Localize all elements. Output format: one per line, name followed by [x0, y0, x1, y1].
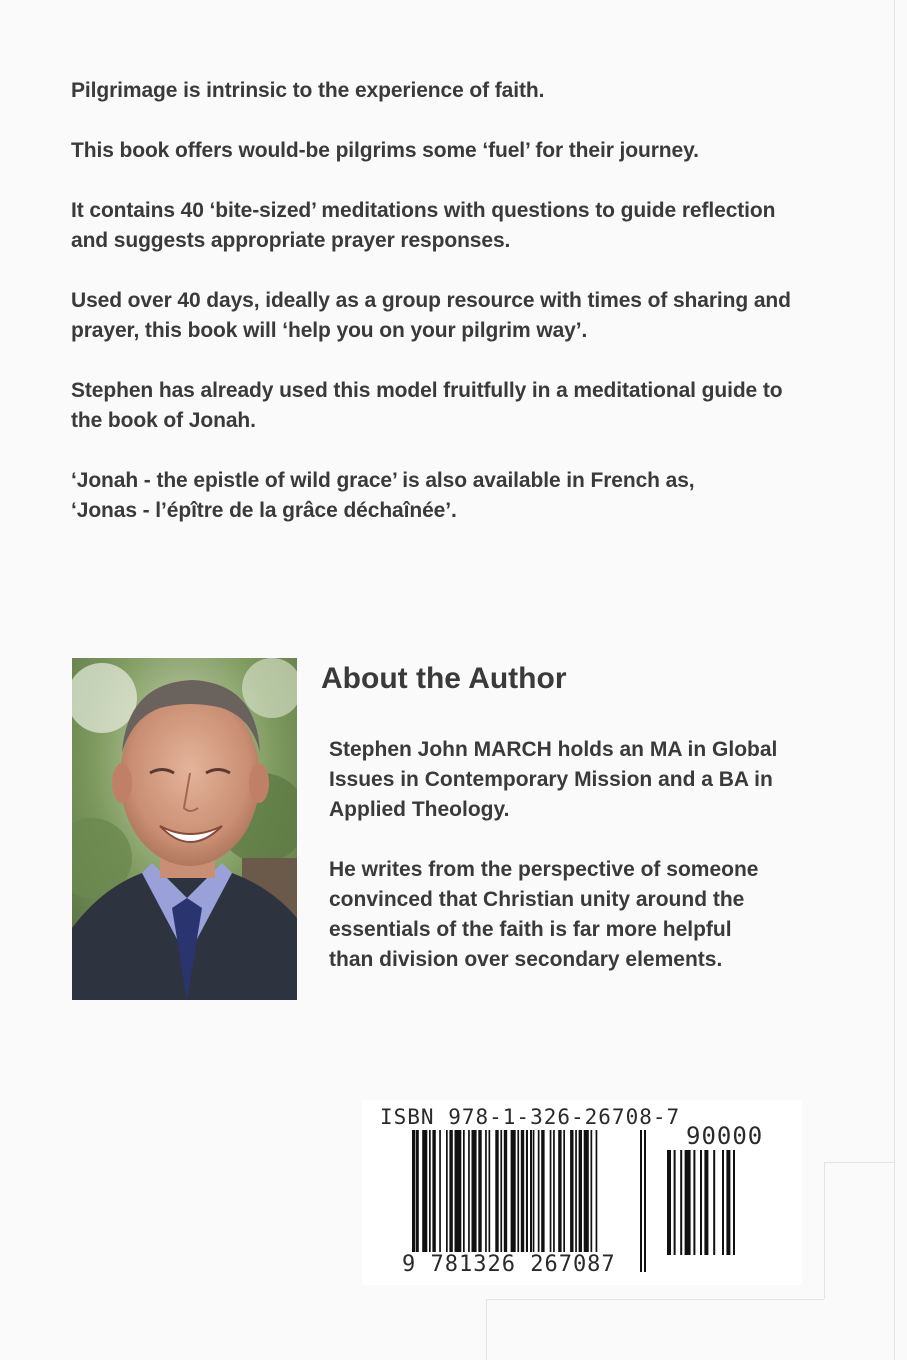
blurb-paragraph-6 [71, 466, 811, 526]
about-author-text [329, 735, 799, 1005]
text-line: the book of Jonah. [71, 409, 256, 432]
blurb-paragraph-1 [71, 76, 811, 106]
price-addon-code: 90000 [686, 1122, 764, 1150]
back-cover-blurb [71, 76, 811, 556]
isbn-barcode [362, 1100, 802, 1285]
trim-line [824, 1162, 894, 1163]
text-line: and suggests appropriate prayer responses. [71, 229, 511, 252]
about-paragraph-2 [329, 855, 799, 975]
blurb-paragraph-3 [71, 196, 811, 256]
ean-digits: 9 781326 267087 [402, 1252, 616, 1277]
text-line: Stephen has already used this model fruitfully in a meditational guide to [71, 379, 783, 402]
trim-line [824, 1162, 825, 1299]
text-line: Issues in Contemporary Mission and a BA in [329, 768, 773, 791]
text-line: Stephen John MARCH holds an MA in Global [329, 738, 778, 761]
text-line: Used over 40 days, ideally as a group resource with times of sharing and [71, 289, 791, 312]
isbn-number: ISBN 978-1-326-26708-7 [380, 1105, 681, 1129]
trim-line [486, 1299, 824, 1300]
text-line: prayer, this book will ‘help you on your pilgrim way’. [71, 319, 588, 342]
text-line: essentials of the faith is far more helpful [329, 918, 732, 941]
text-line: This book offers would-be pilgrims some ‘fuel’ for their journey. [71, 139, 699, 162]
blurb-paragraph-2 [71, 136, 811, 166]
trim-line [894, 0, 895, 1360]
text-line: He writes from the perspective of someone [329, 858, 759, 881]
blurb-paragraph-5 [71, 376, 811, 436]
text-line: ‘Jonas - l’épître de la grâce déchaînée’. [71, 499, 457, 522]
text-line: Applied Theology. [329, 798, 510, 821]
text-line: Pilgrimage is intrinsic to the experience of faith. [71, 79, 545, 102]
author-photo [72, 658, 297, 1000]
about-author-heading: About the Author [321, 662, 567, 695]
about-paragraph-1 [329, 735, 799, 825]
text-line: than division over secondary elements. [329, 948, 723, 971]
text-line: ‘Jonah - the epistle of wild grace’ is also available in French as, [71, 469, 695, 492]
blurb-paragraph-4 [71, 286, 811, 346]
trim-line [486, 1299, 487, 1360]
author-portrait-illustration [72, 658, 297, 1000]
text-line: convinced that Christian unity around the [329, 888, 745, 911]
text-line: It contains 40 ‘bite-sized’ meditations with questions to guide reflection [71, 199, 776, 222]
